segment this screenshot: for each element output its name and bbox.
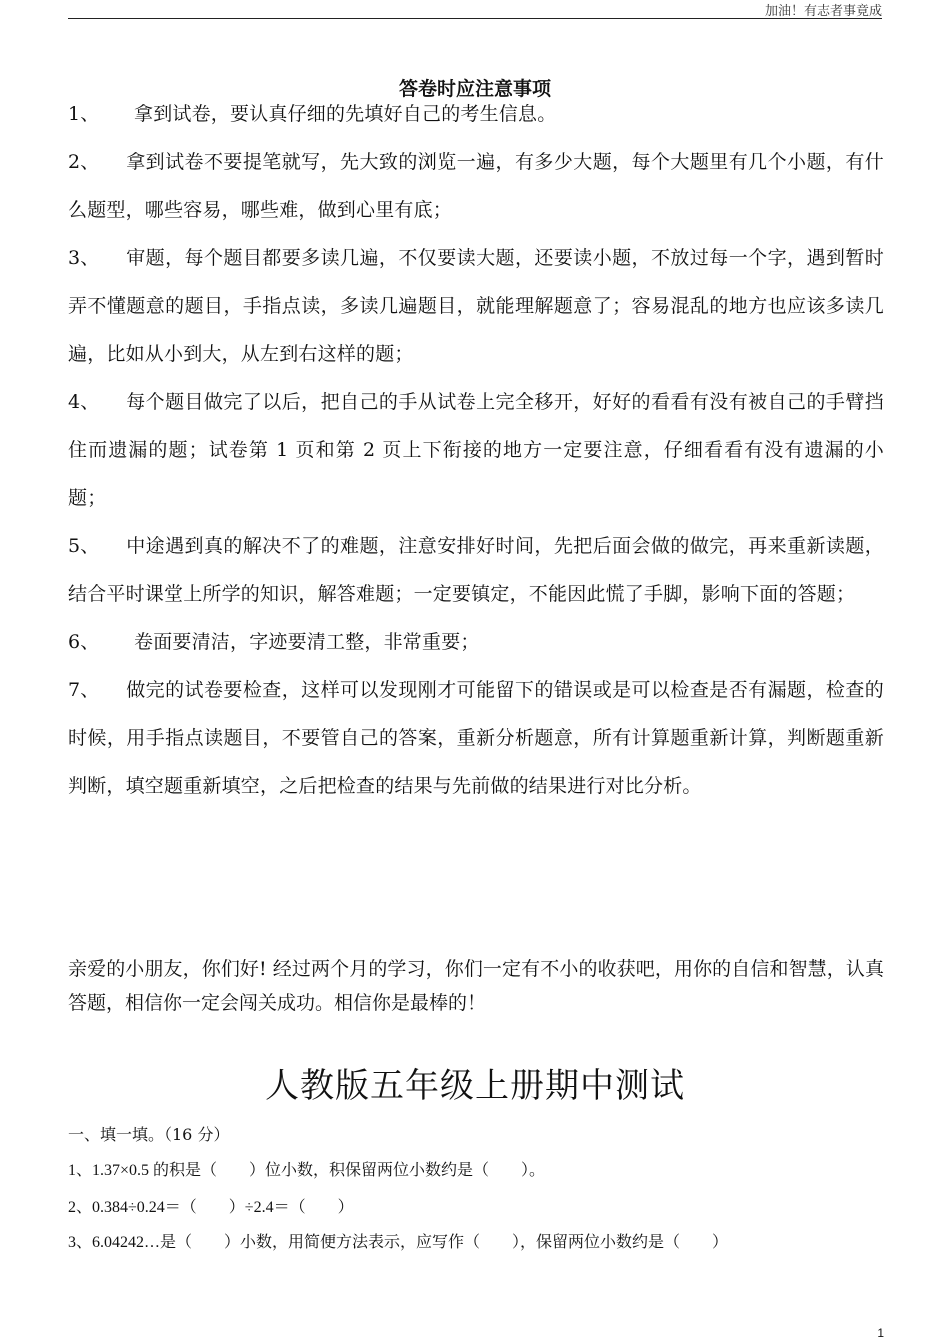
encouragement-text: 亲爱的小朋友，你们好! 经过两个月的学习，你们一定有不小的收获吧，用你的自信和智慧，认真答题，相信你一定会闯关成功。相信你是最棒的！ <box>68 958 884 1014</box>
notice-text: 中途遇到真的解决不了的难题，注意安排好时间，先把后面会做的做完，再来重新读题，结合平时课堂上所学的知识，解答难题；一定要镇定，不能因此慌了手脚，影响下面的答题； <box>68 535 884 605</box>
notice-number: 5、 <box>68 535 100 557</box>
notice-item <box>68 234 884 378</box>
section-heading: 一、填一填。（16 分） <box>68 1125 230 1144</box>
notice-text: 做完的试卷要检查，这样可以发现刚才可能留下的错误或是可以检查是否有漏题，检查的时候，用手指点读题目，不要管自己的答案，重新分析题意，所有计算题重新计算，判断题重新判断，填空题重新填空，之后把检查的结果与先前做的结果进行对比分析。 <box>68 679 884 797</box>
notice-item <box>68 666 884 810</box>
notice-text: 拿到试卷，要认真仔细的先填好自己的考生信息。 <box>134 103 557 125</box>
notice-number: 3、 <box>68 247 100 269</box>
notice-number: 2、 <box>68 151 100 173</box>
notice-item <box>68 522 884 618</box>
question-3: 3、6.04242…是（ ）小数，用简便方法表示，应写作（ ），保留两位小数约是（ ） <box>68 1234 729 1251</box>
notice-item <box>68 138 884 234</box>
notice-number: 6、 <box>68 631 100 653</box>
notice-number: 4、 <box>68 391 100 413</box>
page-number: 1 <box>877 1326 884 1340</box>
notice-text: 审题，每个题目都要多读几遍，不仅要读大题，还要读小题，不放过每一个字，遇到暂时弄不懂题意的题目，手指点读，多读几遍题目，就能理解题意了；容易混乱的地方也应该多读几遍，比如从小到大，从左到右这样的题； <box>68 247 884 365</box>
header-divider <box>68 18 882 19</box>
notice-item <box>68 378 884 522</box>
notice-number: 7、 <box>68 679 100 701</box>
notice-title: 答卷时应注意事项 <box>398 78 551 100</box>
notice-text: 每个题目做完了以后，把自己的手从试卷上完全移开，好好的看看有没有被自己的手臂挡住而遗漏的题；试卷第 1 页和第 2 页上下衔接的地方一定要注意，仔细看看有没有遗漏的小题； <box>68 391 884 509</box>
header-motto: 加油！有志者事竟成 <box>764 4 882 19</box>
notice-text: 卷面要清洁，字迹要清工整，非常重要； <box>134 631 480 653</box>
notice-text: 拿到试卷不要提笔就写，先大致的浏览一遍，有多少大题，每个大题里有几个小题，有什么题型，哪些容易，哪些难，做到心里有底； <box>68 151 884 221</box>
notice-item <box>68 90 884 138</box>
notice-item <box>68 618 884 666</box>
exam-title: 人教版五年级上册期中测试 <box>265 1066 685 1106</box>
notice-number: 1、 <box>68 103 100 125</box>
question-1: 1、1.37×0.5 的积是（ ）位小数，积保留两位小数约是（ ）。 <box>68 1162 546 1179</box>
question-2: 2、0.384÷0.24＝（ ）÷2.4＝（ ） <box>68 1199 354 1216</box>
notice-list <box>68 90 884 810</box>
